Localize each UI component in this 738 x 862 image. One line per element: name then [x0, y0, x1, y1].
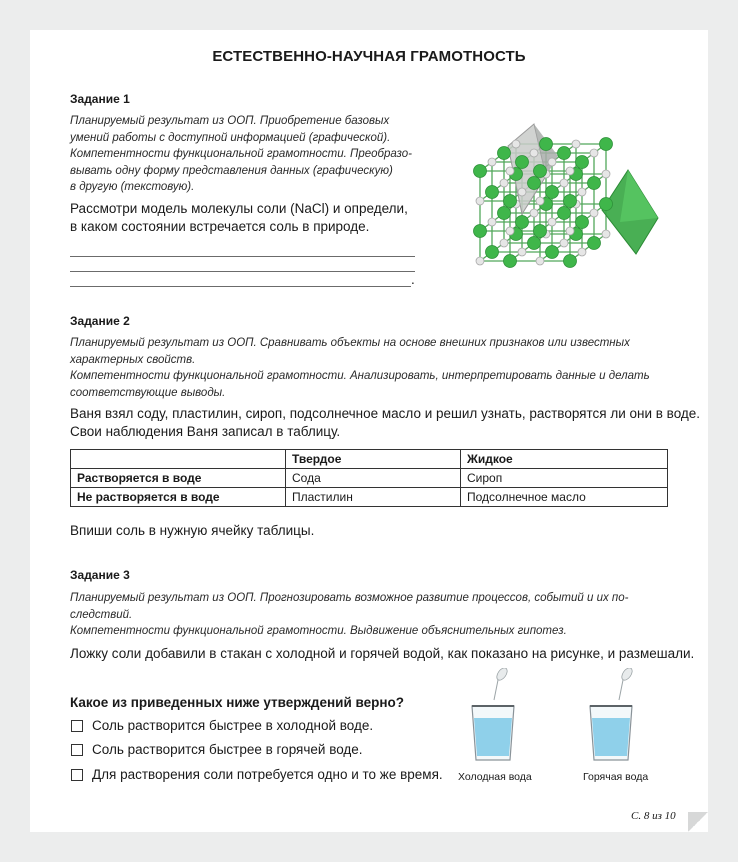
- observation-table: [70, 449, 668, 507]
- sodium-atom: [578, 188, 586, 196]
- task2-question-line: Ваня взял соду, пластилин, сироп, подсолнечное масло и решил узнать, растворятся ли они в воде.: [70, 406, 701, 421]
- sodium-atom: [602, 230, 610, 238]
- worksheet-page: [30, 30, 708, 832]
- chlorine-atom: [564, 195, 577, 208]
- sodium-atom: [548, 158, 556, 166]
- table-row: [71, 469, 668, 488]
- chlorine-atom: [504, 255, 517, 268]
- task3-heading: Задание 3: [70, 568, 130, 582]
- option-checkbox[interactable]: [71, 769, 83, 781]
- water-fill: [592, 718, 630, 756]
- option-label: Соль растворится быстрее в холодной воде.: [92, 718, 374, 733]
- chlorine-atom: [486, 186, 499, 199]
- sodium-atom: [506, 167, 514, 175]
- chlorine-atom: [486, 246, 499, 259]
- page-number: С. 8 из 10: [631, 810, 676, 822]
- task1-note: [70, 113, 412, 196]
- chlorine-atom: [498, 207, 511, 220]
- table-row-header: Растворяется в воде: [71, 469, 286, 488]
- hot-water-glass: [583, 668, 665, 768]
- task1-heading: Задание 1: [70, 92, 130, 106]
- table-cell[interactable]: Сироп: [461, 469, 668, 488]
- task2-note: [70, 335, 650, 401]
- answer-line-3[interactable]: [70, 286, 411, 287]
- table-row-header: Не растворяется в воде: [71, 488, 286, 507]
- task3-question: Ложку соли добавили в стакан с холодной и горячей водой, как показано на рисунке, и размешали.: [70, 646, 695, 661]
- sodium-atom: [602, 170, 610, 178]
- spoon-icon: [494, 668, 509, 700]
- answer-end-period: .: [411, 272, 415, 287]
- task2-question: [70, 405, 700, 441]
- chlorine-atom: [516, 216, 529, 229]
- task1-note-line: Компетентности функциональной грамотности. Преобразо-: [70, 148, 412, 160]
- task2-note-line: Планируемый результат из ООП. Сравнивать объекты на основе внешних признаков или известных: [70, 337, 630, 349]
- sodium-atom: [536, 197, 544, 205]
- sodium-atom: [518, 248, 526, 256]
- chlorine-atom: [558, 147, 571, 160]
- glass-label-hot: Горячая вода: [583, 771, 649, 783]
- sodium-atom: [500, 239, 508, 247]
- page-title: ЕСТЕСТВЕННО-НАУЧНАЯ ГРАМОТНОСТЬ: [212, 48, 526, 65]
- sodium-atom: [536, 257, 544, 265]
- page-corner-fold: [688, 812, 708, 832]
- task1-question: [70, 200, 408, 236]
- option-hot-water[interactable]: [70, 742, 363, 757]
- option-cold-water[interactable]: [70, 718, 373, 733]
- task1-note-line: вывать одну форму представления данных (графическую): [70, 164, 393, 177]
- task1-question-line: Рассмотри модель молекулы соли (NaCl) и определи,: [70, 201, 408, 216]
- chlorine-atom: [558, 207, 571, 220]
- table-cell[interactable]: Сода: [286, 469, 461, 488]
- table-cell-corner: [71, 450, 286, 469]
- sodium-atom: [590, 209, 598, 217]
- table-row: [71, 488, 668, 507]
- task2-instruction: Впиши соль в нужную ячейку таблицы.: [70, 523, 315, 538]
- task2-note-line: характерных свойств.: [70, 353, 196, 366]
- task2-question-line: Свои наблюдения Ваня записал в таблицу.: [70, 424, 341, 439]
- sodium-atom: [566, 167, 574, 175]
- chlorine-atom: [474, 165, 487, 178]
- task3-prompt: Какое из приведенных ниже утверждений верно?: [70, 695, 405, 710]
- task1-note-line: в другую (текстовую).: [70, 181, 195, 193]
- sodium-atom: [500, 179, 508, 187]
- sodium-atom: [530, 209, 538, 217]
- sodium-atom: [512, 140, 520, 148]
- option-label: Для растворения соли потребуется одно и то же время.: [92, 767, 443, 782]
- chlorine-atom: [528, 177, 541, 190]
- table-header-row: [71, 450, 668, 469]
- option-label: Соль растворится быстрее в горячей воде.: [92, 742, 363, 757]
- chlorine-atom: [564, 255, 577, 268]
- table-col-header-solid: Твердое: [286, 450, 461, 469]
- glass-label-cold: Холодная вода: [458, 771, 532, 783]
- answer-line-1[interactable]: [70, 256, 415, 257]
- option-same-time[interactable]: [70, 767, 443, 782]
- task2-note-line: Компетентности функциональной грамотности. Анализировать, интерпретировать данные и делать: [70, 370, 650, 382]
- chlorine-atom: [576, 156, 589, 169]
- task2-note-line: соответствующие выводы.: [70, 386, 226, 399]
- chlorine-atom: [588, 177, 601, 190]
- task3-note: [70, 590, 628, 640]
- sodium-atom: [518, 188, 526, 196]
- spoon-icon: [619, 668, 634, 700]
- task1-note-line: умений работы с доступной информацией (графической).: [70, 131, 391, 144]
- table-col-header-liquid: Жидкое: [461, 450, 668, 469]
- task3-note-line: следствий.: [70, 608, 133, 621]
- sodium-atom: [578, 248, 586, 256]
- chlorine-atom: [600, 198, 613, 211]
- task3-note-line: Планируемый результат из ООП. Прогнозировать возможное развитие процессов, событий и их по-: [70, 592, 629, 604]
- chlorine-atom: [534, 225, 547, 238]
- chlorine-atom: [546, 246, 559, 259]
- table-cell[interactable]: Подсолнечное масло: [461, 488, 668, 507]
- task3-note-line: Компетентности функциональной грамотности. Выдвижение объяснительных гипотез.: [70, 625, 567, 637]
- sodium-atom: [488, 158, 496, 166]
- chlorine-atom: [546, 186, 559, 199]
- chlorine-atom: [474, 225, 487, 238]
- chlorine-atom: [600, 138, 613, 151]
- chlorine-atom: [528, 237, 541, 250]
- chlorine-atom: [534, 165, 547, 178]
- chlorine-atom: [516, 156, 529, 169]
- sodium-atom: [572, 140, 580, 148]
- sodium-atom: [548, 218, 556, 226]
- chlorine-atom: [588, 237, 601, 250]
- task1-question-line: в каком состоянии встречается соль в природе.: [70, 219, 370, 234]
- sodium-atom: [476, 197, 484, 205]
- sodium-atom: [560, 239, 568, 247]
- sodium-atom: [590, 149, 598, 157]
- task2-heading: Задание 2: [70, 314, 130, 328]
- option-checkbox[interactable]: [71, 744, 83, 756]
- cold-water-glass: [458, 668, 540, 768]
- sodium-atom: [530, 149, 538, 157]
- task1-note-line: Планируемый результат из ООП. Приобретение базовых: [70, 115, 390, 127]
- sodium-atom: [560, 179, 568, 187]
- water-fill: [474, 718, 512, 756]
- answer-line-2[interactable]: [70, 271, 415, 272]
- sodium-atom: [488, 218, 496, 226]
- nacl-crystal-model: [450, 106, 675, 286]
- chlorine-atom: [576, 216, 589, 229]
- chlorine-atom: [504, 195, 517, 208]
- sodium-atom: [566, 227, 574, 235]
- option-checkbox[interactable]: [71, 720, 83, 732]
- table-cell[interactable]: Пластилин: [286, 488, 461, 507]
- chlorine-atom: [498, 147, 511, 160]
- sodium-atom: [506, 227, 514, 235]
- sodium-atom: [476, 257, 484, 265]
- chlorine-atom: [540, 138, 553, 151]
